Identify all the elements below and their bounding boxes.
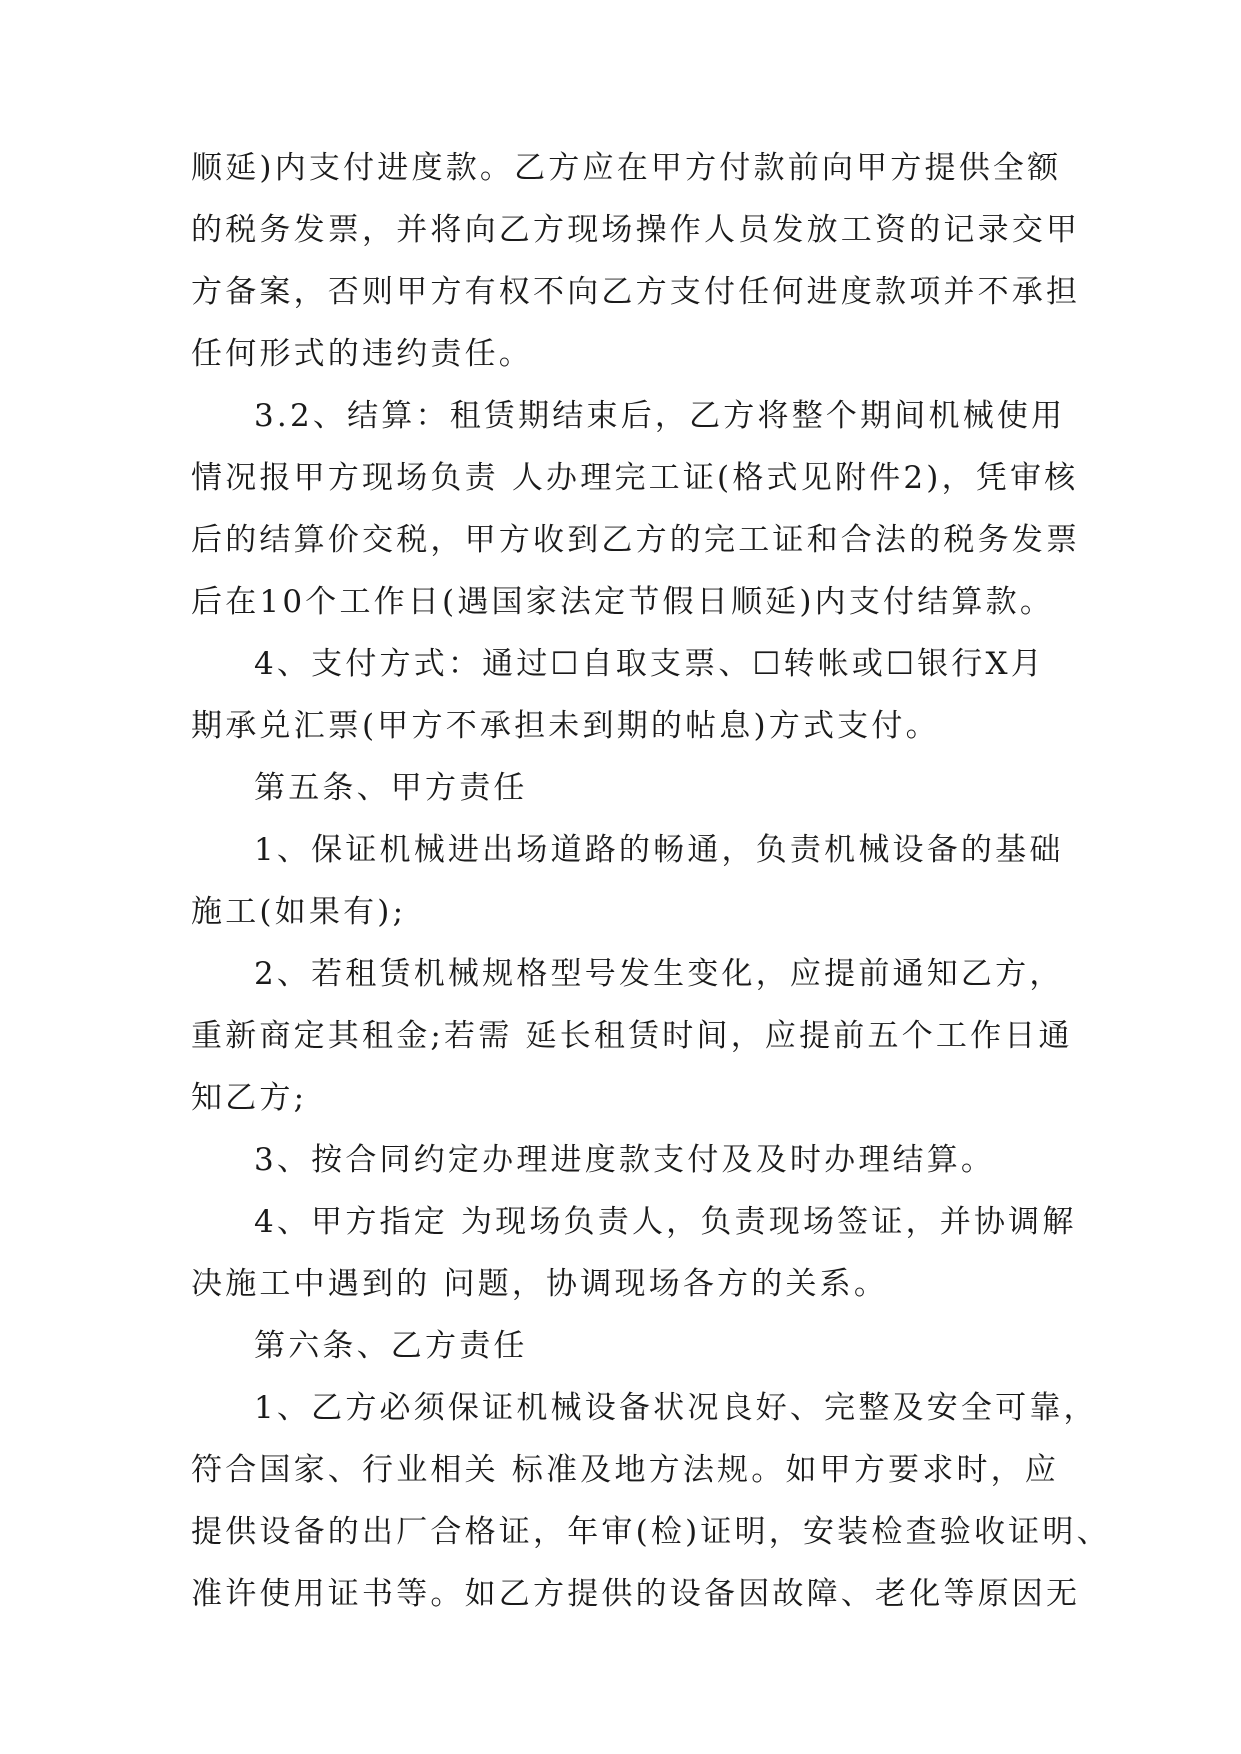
text-line: 1、保证机械进出场道路的畅通，负责机械设备的基础: [254, 832, 1064, 868]
section-heading: 第六条、乙方责任: [254, 1328, 528, 1364]
text-line: 施工(如果有);: [191, 894, 407, 930]
text-line: 任何形式的违约责任。: [191, 336, 533, 372]
text-line: 的税务发票，并将向乙方现场操作人员发放工资的记录交甲: [191, 212, 1081, 248]
text-line: 知乙方;: [191, 1080, 308, 1116]
text-line: 后的结算价交税，甲方收到乙方的完工证和合法的税务发票: [191, 522, 1081, 558]
text-line: 3.2、结算：租赁期结束后，乙方将整个期间机械使用: [254, 398, 1066, 434]
text-line: 3、按合同约定办理进度款支付及及时办理结算。: [254, 1142, 996, 1178]
text-line: 后在10个工作日(遇国家法定节假日顺延)内支付结算款。: [191, 584, 1055, 620]
text-line: 4、支付方式：通过☐自取支票、☐转帐或☐银行X月: [254, 646, 1045, 682]
text-line: 1、乙方必须保证机械设备状况良好、完整及安全可靠，: [254, 1390, 1098, 1426]
text-line: 2、若租赁机械规格型号发生变化，应提前通知乙方，: [254, 956, 1064, 992]
text-line: 准许使用证书等。如乙方提供的设备因故障、老化等原因无: [191, 1576, 1081, 1612]
text-line: 方备案，否则甲方有权不向乙方支付任何进度款项并不承担: [191, 274, 1081, 310]
text-line: 重新商定其租金;若需 延长租赁时间，应提前五个工作日通: [191, 1018, 1073, 1054]
section-heading: 第五条、甲方责任: [254, 770, 528, 806]
text-line: 期承兑汇票(甲方不承担未到期的帖息)方式支付。: [191, 708, 940, 744]
text-line: 4、甲方指定 为现场负责人，负责现场签证，并协调解: [254, 1204, 1077, 1240]
text-line: 情况报甲方现场负责 人办理完工证(格式见附件2)，凭审核: [191, 460, 1079, 496]
text-line: 顺延)内支付进度款。乙方应在甲方付款前向甲方提供全额: [191, 150, 1062, 186]
text-line: 决施工中遇到的 问题，协调现场各方的关系。: [191, 1266, 889, 1302]
text-line: 提供设备的出厂合格证，年审(检)证明，安装检查验收证明、: [191, 1514, 1111, 1550]
text-line: 符合国家、行业相关 标准及地方法规。如甲方要求时，应: [191, 1452, 1060, 1488]
